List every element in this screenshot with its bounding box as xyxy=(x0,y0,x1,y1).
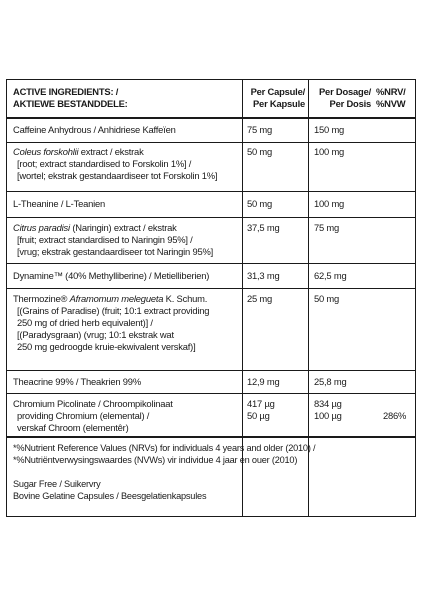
value-line: 12,9 mg xyxy=(247,376,280,387)
per-capsule-value xyxy=(247,222,309,234)
value-line: 150 mg xyxy=(314,124,345,135)
ingredient-line: [fruit; extract standardised to Naringin 95%] / xyxy=(17,234,193,245)
per-capsule-value xyxy=(247,398,309,422)
header-nrv xyxy=(376,86,412,110)
ingredient-line: 250 mg of dried herb equivalent)] / xyxy=(17,317,153,328)
per-dosage-value xyxy=(314,398,376,422)
per-capsule-value xyxy=(247,293,309,305)
row-rule xyxy=(7,191,415,192)
row-rule xyxy=(7,393,415,394)
per-capsule-value xyxy=(247,270,309,282)
header-per-dosage xyxy=(309,86,371,110)
per-dosage-value xyxy=(314,376,376,388)
ingredient-name xyxy=(13,146,241,182)
per-dosage-value xyxy=(314,146,376,158)
row-rule xyxy=(7,217,415,218)
per-capsule-value xyxy=(247,198,309,210)
value-line: 50 mg xyxy=(247,198,273,209)
ingredient-line: [vrug; ekstrak gestandaardiseer tot Naringin 95%] xyxy=(17,246,214,257)
value-line: 62,5 mg xyxy=(314,270,347,281)
header-per-dosage-l2: Per Dosis xyxy=(329,98,371,109)
header-ingredients-l2: AKTIEWE BESTANDDELE: xyxy=(13,98,128,109)
ingredient-line: Theacrine 99% / Theakrien 99% xyxy=(13,376,141,387)
ingredient-line: (Naringin) extract / ekstrak xyxy=(69,222,177,233)
value-line: 834 µg xyxy=(314,398,342,409)
note: Sugar Free / Suikervry xyxy=(13,479,101,489)
ingredient-name xyxy=(13,398,241,434)
supplement-facts-panel xyxy=(6,79,416,517)
row-rule xyxy=(7,142,415,143)
nrv-value: 286% xyxy=(383,410,407,421)
ingredient-line: extract / ekstrak xyxy=(78,146,144,157)
note: Bovine Gelatine Capsules / Beesgelatienkapsules xyxy=(13,491,207,501)
per-capsule-value xyxy=(247,146,309,158)
ingredient-italic: Citrus paradisi xyxy=(13,222,70,233)
per-dosage-value xyxy=(314,222,376,234)
header-per-capsule-l1: Per Capsule/ xyxy=(250,86,305,97)
header-nrv-l1: %NRV/ xyxy=(376,86,406,97)
ingredient-prefix: Thermozine® xyxy=(13,293,70,304)
value-line: 50 mg xyxy=(247,146,273,157)
ingredient-line: 250 mg gedroogde kruie-ekwivalent verskaf)] xyxy=(17,341,196,352)
value-line: 50 µg xyxy=(247,410,270,421)
ingredient-name xyxy=(13,222,241,258)
value-line: 417 µg xyxy=(247,398,275,409)
ingredient-line: Caffeine Anhydrous / Anhidriese Kaffeïen xyxy=(13,124,176,135)
per-dosage-value xyxy=(314,270,376,282)
per-capsule-value xyxy=(247,376,309,388)
row-rule xyxy=(7,263,415,264)
header-ingredients xyxy=(13,86,241,110)
row-rule xyxy=(7,288,415,289)
per-dosage-value xyxy=(314,124,376,136)
ingredient-line: providing Chromium (elemental) / xyxy=(17,410,150,421)
ingredient-line: Chromium Picolinate / Chroompikolinaat xyxy=(13,398,173,409)
per-dosage-value xyxy=(314,198,376,210)
ingredient-line: verskaf Chroom (elementêr) xyxy=(17,422,129,433)
value-line: 75 mg xyxy=(247,124,273,135)
ingredient-name xyxy=(13,124,241,136)
ingredient-line: K. Schum. xyxy=(163,293,208,304)
ingredient-name xyxy=(13,198,241,210)
value-line: 75 mg xyxy=(314,222,340,233)
header-rule xyxy=(7,117,415,119)
per-capsule-value xyxy=(247,124,309,136)
value-line: 100 mg xyxy=(314,146,345,157)
value-line: 50 mg xyxy=(314,293,340,304)
value-line: 31,3 mg xyxy=(247,270,280,281)
ingredient-line: [(Grains of Paradise) (fruit; 10:1 extract providing xyxy=(17,305,210,316)
ingredient-name xyxy=(13,270,241,282)
ingredient-line: L-Theanine / L-Teanien xyxy=(13,198,106,209)
value-line: 100 µg xyxy=(314,410,342,421)
row-rule xyxy=(7,370,415,371)
header-per-dosage-l1: Per Dosage/ xyxy=(319,86,371,97)
value-line: 25 mg xyxy=(247,293,273,304)
header-per-capsule-l2: Per Kapsule xyxy=(253,98,305,109)
value-line: 100 mg xyxy=(314,198,345,209)
header-ingredients-l1: ACTIVE INGREDIENTS: / xyxy=(13,86,119,97)
section-rule xyxy=(7,436,415,438)
value-line: 37,5 mg xyxy=(247,222,280,233)
ingredient-line: [root; extract standardised to Forskolin 1%] / xyxy=(17,158,192,169)
ingredient-italic: Aframomum melegueta xyxy=(69,293,164,304)
footnote: *%Nutrient Reference Values (NRVs) for individuals 4 years and older (2010) / xyxy=(13,443,316,453)
ingredient-line: [wortel; ekstrak gestandaardiseer tot Forskolin 1%] xyxy=(17,170,218,181)
ingredient-name xyxy=(13,376,241,388)
footnote: *%Nutriëntverwysingswaardes (NVWs) vir individue 4 jaar en ouer (2010) xyxy=(13,455,298,465)
ingredient-italic: Coleus forskohlii xyxy=(13,146,79,157)
ingredient-line: Dynamine™ (40% Methylliberine) / Metielliberien) xyxy=(13,270,210,281)
header-nrv-l2: %NVW xyxy=(376,98,406,109)
per-dosage-value xyxy=(314,293,376,305)
value-line: 25,8 mg xyxy=(314,376,347,387)
header-per-capsule xyxy=(243,86,305,110)
ingredient-line: [(Paradysgraan) (vrug; 10:1 ekstrak wat xyxy=(17,329,174,340)
ingredient-name xyxy=(13,293,241,353)
